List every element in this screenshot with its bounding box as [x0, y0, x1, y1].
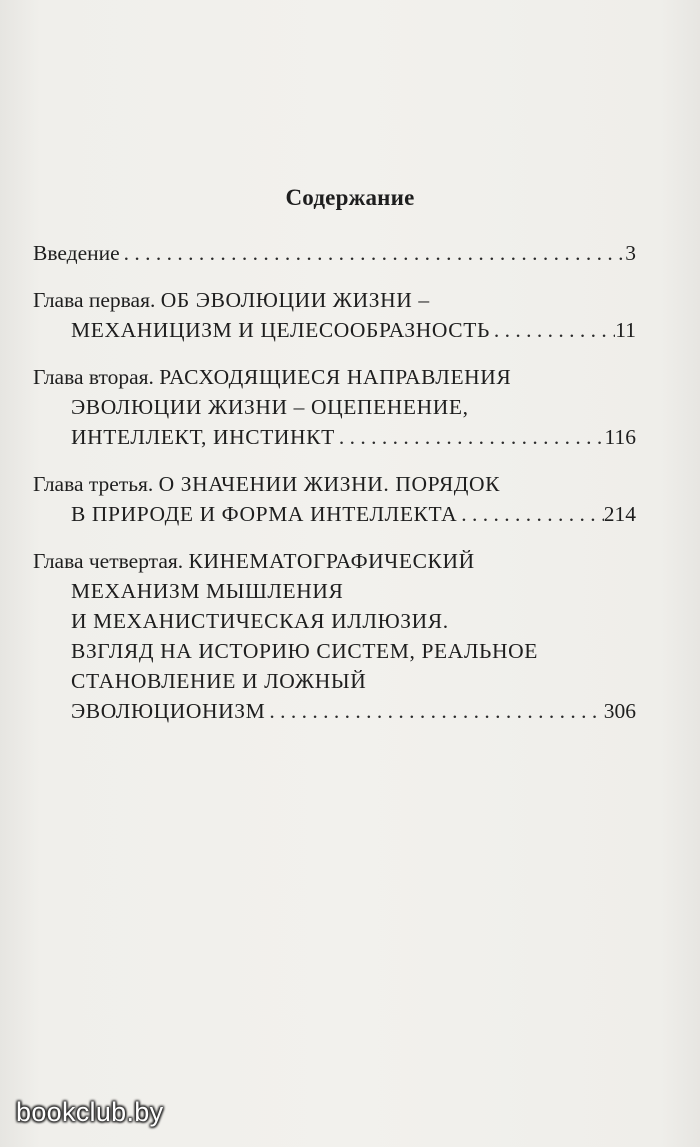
toc-page-number: 11	[615, 318, 636, 342]
toc-entry-text: ИНТЕЛЛЕКТ, ИНСТИНКТ	[71, 425, 335, 449]
dot-leader	[335, 422, 605, 452]
toc-page-number: 3	[625, 241, 636, 265]
toc-entry-text: МЕХАНИЦИЗМ И ЦЕЛЕСООБРАЗНОСТЬ	[71, 318, 490, 342]
toc-entry-text: Введение	[33, 241, 120, 265]
toc-entry-text: ОБ ЭВОЛЮЦИИ ЖИЗНИ –	[160, 288, 430, 312]
table-of-contents	[33, 238, 636, 726]
toc-entry-text: КИНЕМАТОГРАФИЧЕСКИЙ	[188, 549, 475, 573]
dot-leader	[457, 499, 603, 529]
toc-chapter-label: Глава третья.	[33, 472, 159, 496]
toc-chapter-label: Глава вторая.	[33, 365, 160, 389]
dot-leader	[120, 238, 626, 268]
toc-entry-chapter-4	[33, 546, 636, 726]
toc-page-number: 306	[603, 699, 636, 723]
toc-entry-chapter-2	[33, 362, 636, 452]
toc-entry-line	[33, 546, 636, 576]
dot-leader	[490, 315, 615, 345]
toc-entry-text: СТАНОВЛЕНИЕ И ЛОЖНЫЙ	[71, 669, 367, 693]
toc-entry-line	[33, 362, 636, 392]
toc-entry-chapter-3	[33, 469, 636, 529]
site-watermark: bookclub.by	[16, 1097, 164, 1127]
toc-entry-text: ЭВОЛЮЦИОНИЗМ	[71, 699, 266, 723]
toc-chapter-label: Глава первая.	[33, 288, 161, 312]
toc-entry-line	[33, 469, 636, 499]
toc-title: Содержание	[285, 185, 415, 210]
dot-leader	[265, 696, 603, 726]
toc-entry-line	[33, 285, 636, 315]
toc-entry-text: О ЗНАЧЕНИИ ЖИЗНИ. ПОРЯДОК	[158, 472, 501, 496]
toc-entry-text: ЭВОЛЮЦИИ ЖИЗНИ – ОЦЕПЕНЕНИЕ,	[71, 395, 469, 419]
toc-entry-text: МЕХАНИЗМ МЫШЛЕНИЯ	[71, 579, 344, 603]
toc-entry-text: ВЗГЛЯД НА ИСТОРИЮ СИСТЕМ, РЕАЛЬНОЕ	[71, 639, 538, 663]
toc-entry-line	[33, 315, 636, 345]
toc-entry-text: РАСХОДЯЩИЕСЯ НАПРАВЛЕНИЯ	[159, 365, 512, 389]
toc-chapter-label: Глава четвертая.	[33, 549, 189, 573]
toc-entry-line	[33, 238, 636, 268]
toc-entry-line	[33, 696, 636, 726]
toc-entry-line	[33, 422, 636, 452]
toc-entry-introduction	[33, 238, 636, 268]
toc-entry-chapter-1	[33, 285, 636, 345]
toc-page-number: 214	[603, 502, 636, 526]
toc-entry-text: И МЕХАНИСТИЧЕСКАЯ ИЛЛЮЗИЯ.	[71, 609, 449, 633]
toc-page-number: 116	[604, 425, 636, 449]
toc-entry-text: В ПРИРОДЕ И ФОРМА ИНТЕЛЛЕКТА	[71, 502, 458, 526]
toc-entry-line	[33, 499, 636, 529]
